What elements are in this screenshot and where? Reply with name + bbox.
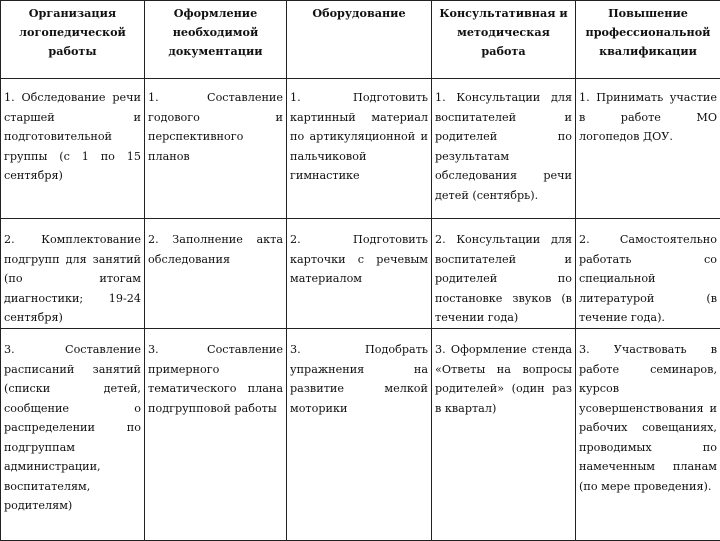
table-cell: 1. Принимать участие в работе МО логопедов ДОУ. — [576, 79, 720, 219]
table-cell: 3. Оформление стенда «Ответы на вопросы родителей» (один раз в квартал) — [432, 329, 576, 541]
table-cell: 3. Участвовать в работе семинаров, курсов усовершенствования и рабочих совещаниях, проводимых по намеченным планам (по мере проведения). — [576, 329, 720, 541]
header-speech-work-organization: Организация логопедической работы — [1, 1, 145, 79]
table-cell: 1. Подготовить картинный материал по артикуляционной и пальчиковой гимнастике — [287, 79, 432, 219]
table-cell: 2. Консультации для воспитателей и родителей по постановке звуков (в течении года) — [432, 219, 576, 329]
table-cell: 3. Составление примерного тематического плана подгрупповой работы — [145, 329, 287, 541]
header-consultative-methodical-work: Консультативная и методическая работа — [432, 1, 576, 79]
header-equipment: Оборудование — [287, 1, 432, 79]
header-professional-development: Повышение профессиональной квалификации — [576, 1, 720, 79]
table-cell: 3. Подобрать упражнения на развитие мелкой моторики — [287, 329, 432, 541]
table-cell: 1. Обследование речи старшей и подготовительной группы (с 1 по 15 сентября) — [1, 79, 145, 219]
table-cell: 1. Составление годового и перспективного планов — [145, 79, 287, 219]
header-documentation: Оформление необходимой документации — [145, 1, 287, 79]
table-row — [1, 219, 720, 329]
table-cell: 2. Заполнение акта обследования — [145, 219, 287, 329]
table-row — [1, 79, 720, 219]
table-cell: 1. Консультации для воспитателей и родителей по результатам обследования речи детей (сентябрь). — [432, 79, 576, 219]
table-row — [1, 329, 720, 541]
table-cell: 2. Комплектование подгрупп для занятий (по итогам диагностики; 19-24 сентября) — [1, 219, 145, 329]
table-header-row — [1, 1, 720, 79]
table-cell: 2. Подготовить карточки с речевым материалом — [287, 219, 432, 329]
table-cell: 3. Составление расписаний занятий (списки детей, сообщение о распределении по подгруппам администрации, воспитателям, родителям) — [1, 329, 145, 541]
table-cell: 2. Самостоятельно работать со специальной литературой (в течение года). — [576, 219, 720, 329]
